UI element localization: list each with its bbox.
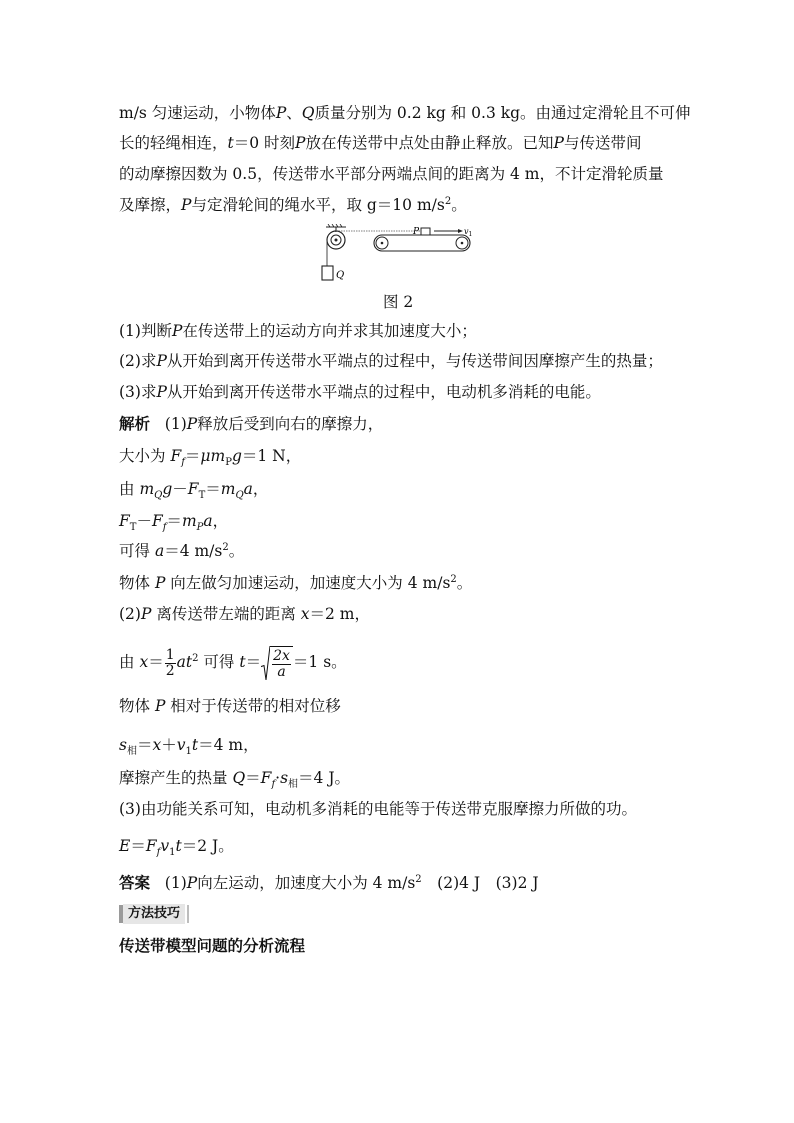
var-at: at: [176, 653, 193, 671]
solution-line-2: [119, 446, 302, 469]
conveyor-pulley-figure: [318, 224, 478, 286]
var-a: a: [243, 480, 253, 498]
var-Q: Q: [232, 769, 246, 787]
var-E: E: [119, 837, 131, 855]
text: (2): [119, 605, 141, 623]
text: (3)由功能关系可知，电动机多消耗的电能等于传送带克服摩擦力所做的功。: [119, 800, 637, 818]
solution-line-13: [119, 836, 234, 859]
text: (2)求: [119, 352, 157, 370]
subscript: T: [198, 490, 206, 502]
problem-line-2: [119, 133, 641, 153]
var-g: g: [231, 447, 242, 465]
text: 大小为: [119, 447, 171, 465]
text: ＝: [184, 447, 201, 465]
superscript: 2: [444, 195, 452, 207]
subscript: P: [225, 457, 232, 469]
label-v1: $v_1$: [464, 227, 473, 238]
text: 由: [119, 653, 140, 671]
subscript: P: [196, 522, 204, 534]
var-P: P: [186, 415, 198, 433]
var-P: P: [154, 574, 166, 592]
text: ＝: [205, 480, 221, 498]
text: 的动摩擦因数为 0.5，传送带水平部分两端点间的距离为 4 m，不计定滑轮质量: [119, 165, 664, 183]
var-P: P: [171, 322, 183, 340]
text: 物体: [119, 697, 155, 715]
var-mu-m: μm: [200, 447, 226, 465]
tip-label: 方法技巧: [123, 904, 185, 924]
text: ＝4 m/s: [164, 542, 223, 560]
solution-label: 解析: [119, 414, 151, 433]
subscript: Q: [154, 490, 163, 502]
var-F: F: [151, 512, 163, 530]
subscript: 1: [169, 847, 176, 859]
text: 。: [456, 574, 473, 592]
text: 放在传送带中点处由静止释放。已知: [305, 134, 554, 152]
text: －: [136, 512, 152, 530]
question-1: [119, 321, 477, 341]
question-3: [119, 382, 601, 402]
var-Q: Q: [301, 104, 315, 122]
block-Q: [322, 266, 333, 280]
var-x: x: [139, 653, 149, 671]
text: 在传送带上的运动方向并求其加速度大小；: [182, 322, 477, 340]
text: 质量分别为 0.2 kg 和 0.3 kg。由通过定滑轮且不可伸: [314, 104, 691, 122]
answer-label: 答案: [119, 873, 151, 892]
solution-line-7: [119, 604, 370, 624]
text: 摩擦产生的热量: [119, 769, 233, 787]
solution-line-8: [119, 645, 347, 681]
problem-line-4: [119, 195, 467, 215]
var-P: P: [181, 196, 192, 214]
fraction-one-half: $\frac{1}{2}$: [165, 646, 175, 679]
text: 从开始到离开传送带水平端点的过程中，与传送带间因摩擦产生的热量；: [166, 352, 663, 370]
text: (3)求: [119, 383, 157, 401]
var-P: P: [553, 134, 564, 152]
text: 离传送带左端的距离: [151, 605, 301, 623]
var-P: P: [186, 874, 198, 892]
text: ＝4 m，: [198, 736, 259, 754]
text: (1): [164, 415, 187, 433]
var-F: F: [187, 480, 199, 498]
solution-line-3: [119, 479, 269, 502]
subscript: f: [162, 522, 167, 534]
var-F: F: [119, 512, 130, 530]
text: ，: [212, 512, 229, 530]
subscript: T: [129, 522, 137, 534]
label-Q: Q: [336, 270, 345, 281]
text: 长的轻绳相连，: [119, 134, 228, 152]
var-m: m: [139, 480, 155, 498]
subscript: 相: [126, 746, 137, 758]
var-F: F: [170, 447, 182, 465]
text: －: [172, 480, 188, 498]
solution-line-11: [119, 768, 351, 791]
subscript: 相: [288, 779, 299, 791]
var-P: P: [154, 697, 166, 715]
text: 相对于传送带的相对位移: [165, 697, 341, 715]
text: (1)判断: [119, 322, 172, 340]
var-v: v: [160, 837, 170, 855]
label-P: P: [413, 227, 420, 237]
subscript: f: [271, 779, 276, 791]
var-P: P: [156, 352, 167, 370]
var-t: t: [239, 653, 246, 671]
text: ，: [252, 480, 269, 498]
answer-line: [119, 873, 539, 893]
text: 可得: [119, 542, 155, 560]
solution-line-9: [119, 696, 341, 716]
solution-line-10: [119, 735, 259, 758]
var-P: P: [275, 104, 287, 122]
var-P: P: [140, 605, 152, 623]
superscript: 2: [192, 652, 199, 664]
radical-sign: [261, 646, 270, 681]
text: 与定滑轮间的绳水平，取 g＝10 m/s: [191, 196, 445, 214]
var-v: v: [176, 736, 186, 754]
solution-line-4: [119, 511, 229, 534]
section-heading: 传送带模型问题的分析流程: [119, 937, 306, 955]
text: ＝: [130, 837, 146, 855]
solution-line-1: [119, 414, 383, 434]
var-t: t: [175, 837, 182, 855]
var-s: s: [280, 769, 289, 787]
subscript: 1: [185, 746, 192, 758]
text: ＋: [161, 736, 177, 754]
solution-line-6: [119, 573, 472, 593]
var-P: P: [295, 134, 306, 152]
text: 、: [286, 104, 302, 122]
text: ＝: [166, 512, 182, 530]
square-root: $\frac{2x}{a}$: [261, 646, 293, 681]
text: 向左运动，加速度大小为 4 m/s: [197, 874, 416, 892]
method-tip-tag: [119, 904, 189, 924]
text: 及摩擦，: [119, 196, 182, 214]
text: ＝2 J。: [181, 837, 234, 855]
text: 与传送带间: [563, 134, 642, 152]
text: ＝4 J。: [298, 769, 351, 787]
superscript: 2: [222, 541, 229, 553]
text: ＝: [245, 769, 261, 787]
var-F: F: [260, 769, 272, 787]
text: 从开始到离开传送带水平端点的过程中，电动机多消耗的电能。: [166, 383, 601, 401]
text: (2)4 J (3)2 J: [421, 874, 539, 892]
var-m: m: [181, 512, 197, 530]
var-t: t: [191, 736, 199, 754]
text: 释放后受到向右的摩擦力，: [197, 415, 384, 433]
text: ＝0 时刻: [233, 134, 296, 152]
var-g: g: [162, 480, 173, 498]
var-P: P: [156, 383, 167, 401]
text: m/s 匀速运动，小物体: [119, 104, 276, 122]
figure-caption: 图 2: [383, 293, 414, 311]
text: (1): [164, 874, 187, 892]
problem-line-1: [119, 103, 691, 123]
text: 可得: [198, 653, 240, 671]
text: 物体: [119, 574, 155, 592]
question-2: [119, 351, 663, 371]
superscript: 2: [415, 873, 422, 885]
text: ·: [275, 769, 281, 787]
text: 。: [228, 542, 245, 560]
text: 向左做匀加速运动，加速度大小为 4 m/s: [165, 574, 451, 592]
text: ＝: [136, 736, 153, 754]
solution-line-12: [119, 799, 637, 819]
problem-line-3: [119, 164, 664, 184]
text: ＝1 N，: [241, 447, 302, 465]
block-P: [421, 228, 430, 235]
text: ＝: [245, 653, 262, 671]
subscript: f: [181, 457, 185, 469]
text: 。: [451, 196, 467, 214]
text: ＝1 s。: [292, 653, 347, 671]
var-x: x: [152, 736, 162, 754]
tip-tail: [187, 905, 189, 923]
superscript: 2: [450, 573, 457, 585]
subscript: f: [156, 847, 161, 859]
solution-line-5: [119, 541, 244, 561]
subscript: Q: [235, 490, 244, 502]
text: ＝2 m，: [309, 605, 371, 623]
text: 由: [119, 480, 140, 498]
var-a: a: [203, 512, 213, 530]
var-x: x: [300, 605, 310, 623]
var-s: s: [119, 736, 127, 754]
var-F: F: [145, 837, 157, 855]
text: ＝: [148, 653, 164, 671]
var-m: m: [220, 480, 236, 498]
var-a: a: [154, 542, 165, 560]
var-t: t: [227, 134, 234, 152]
